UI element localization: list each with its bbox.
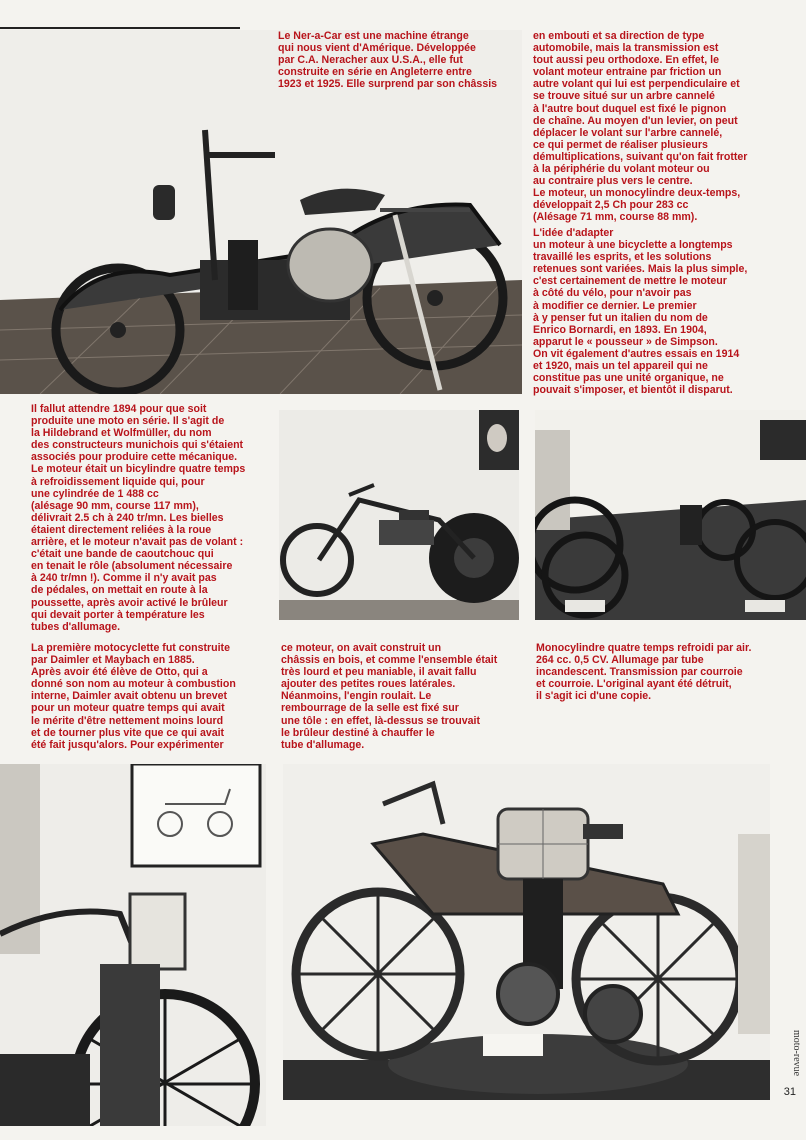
photo-hildebrand-wolfmuller bbox=[279, 410, 519, 620]
magazine-name: moto-revue bbox=[791, 1030, 802, 1077]
text-hildebrand-wolfmuller: Il fallut attendre 1894 pour que soit produite une moto en série. Il s'agit de la Hildebrand et Wolfmüller, du nom des constructeurs munichois qui s'étaient associés pour produire cette mécanique. Le moteur était un bicylindre quatre temps à refroidissement liquide qui, pour une cylindrée de 1 488 cc (alésage 90 mm, course 117 mm), délivrait 2.5 ch à 240 tr/mn. Les bielles étaient directement reliées à la roue arrière, et le moteur n'avait pas de volant : c'était une bande de caoutchouc qui en tenait le rôle (absolument nécessaire à 240 tr/mn !). Comme il n'y avait pas de pédales, on mettait en route à la poussette, après avoir activé le brûleur qui devait porter à température les tubes d'allumage. bbox=[31, 403, 246, 633]
text-monocylindre: Monocylindre quatre temps refroidi par air. 264 cc. 0,5 CV. Allumage par tube incandescent. Transmission par courroie et courroie. L'original ayant été détruit, il s'agit ici d'une copie. bbox=[536, 642, 752, 703]
text-daimler-maybach: La première motocyclette fut construite par Daimler et Maybach en 1885. Après avoir été élève de Otto, qui a donné son nom au moteur à combustion interne, Daimler avait obtenu un brevet pour un moteur quatre temps qui avait le mérite d'être nettement moins lourd et de tourner plus vite que ce qui avait été fait jusqu'alors. Pour expérimenter bbox=[31, 642, 236, 751]
text-ner-a-car-continued: en embouti et sa direction de type automobile, mais la transmission est tout aussi peu orthodoxe. En effet, le volant moteur entraine par friction un autre volant qui lui est perpendiculaire et se trouve situé sur un arbre cannelé à l'autre bout duquel est fixé le pignon de chaîne. Au moyen d'un levier, on peut déplacer le volant sur l'arbre cannelé, ce qui permet de réaliser plusieurs démultiplications, suivant qu'on fait frotter à la périphérie du volant moteur ou au contraire plus vers le centre. Le moteur, un monocylindre deux-temps, développait 2,5 Ch pour 283 cc (Alésage 71 mm, course 88 mm). bbox=[533, 30, 748, 224]
text-daimler-continued: ce moteur, on avait construit un châssis en bois, et comme l'ensemble était très lourd et peu maniable, il avait fallu ajouter des petites roues latérales. Néanmoins, l'engin roulait. Le rembourrage de la selle est fixé sur une tôle : en effet, là-dessus se trouvait le brûleur destiné à chauffer le tube d'allumage. bbox=[281, 642, 498, 751]
photo-auxiliary-motors bbox=[535, 410, 806, 620]
text-ner-a-car: Le Ner-a-Car est une machine étrange qui nous vient d'Amérique. Développée par C.A. Neracher aux U.S.A., elle fut construite en série en Angleterre entre 1923 et 1925. Elle surprend par son châssis bbox=[278, 30, 498, 91]
photo-daimler-detail bbox=[0, 764, 266, 1126]
header-rule bbox=[0, 27, 240, 29]
page-number: 31 bbox=[783, 1086, 796, 1098]
text-idee-adapter: L'idée d'adapter un moteur à une bicyclette a longtemps travaillé les esprits, et les solutions retenues sont variées. Mais la plus simple, c'est certainement de mettre le moteur à côté du vélo, pour n'avoir pas à modifier ce dernier. Le premier à y penser fut un italien du nom de Enrico Bornardi, en 1893. En 1904, apparut le « pousseur » de Simpson. On vit également d'autres essais en 1914 et 1920, mais un tel appareil qui ne constitue pas une unité organique, ne pouvait s'imposer, et bientôt il disparut. bbox=[533, 227, 748, 397]
photo-daimler-reitwagen bbox=[283, 764, 770, 1100]
